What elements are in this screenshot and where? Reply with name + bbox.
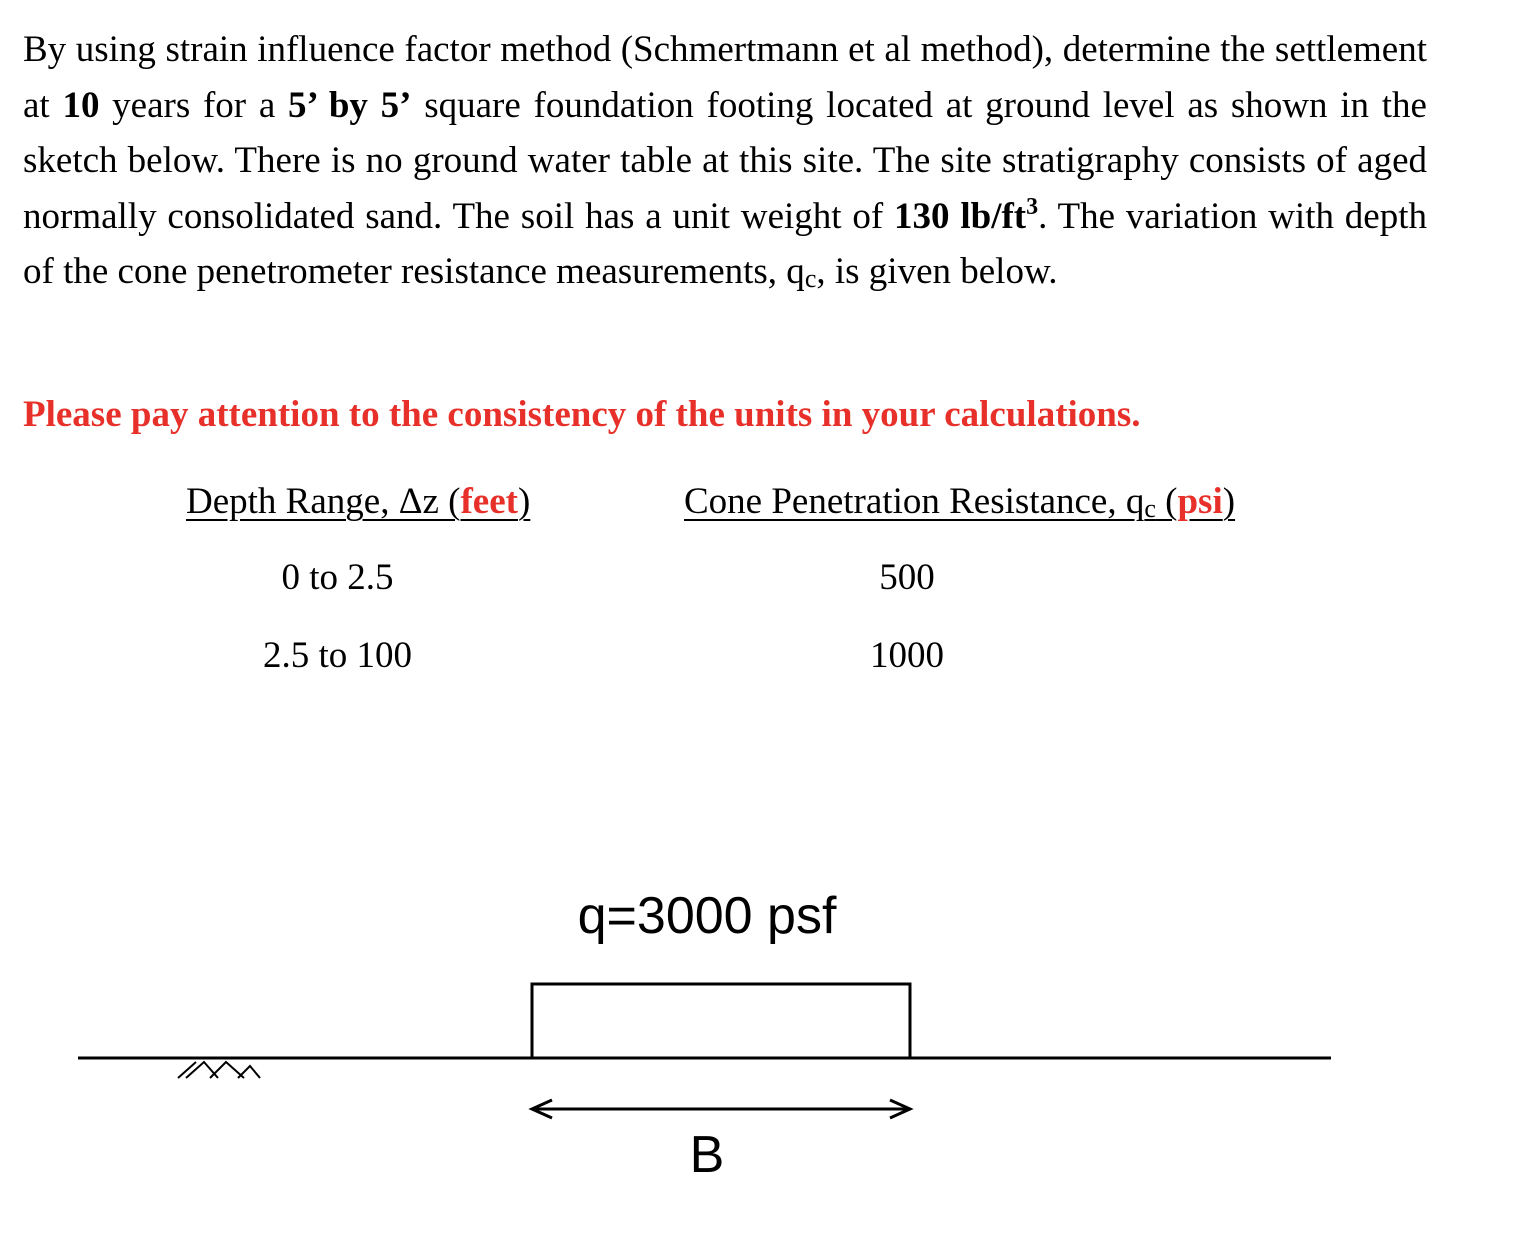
load-label: q=3000 psf — [577, 887, 837, 945]
depth-unit: feet — [460, 481, 518, 522]
problem-text-3: square foundation footing located at ground level as shown in the sketch below. There is no ground water table at this site. The site stratigraphy consists of aged normally consolidated sand. The soil has a unit weight of — [23, 84, 1427, 237]
depth-header-text: Depth Range, Δz ( — [186, 481, 461, 522]
depth-range-header — [186, 478, 530, 526]
units-note: Please pay attention to the consistency of the units in your calculations. — [23, 394, 1141, 435]
cone-header-text: Cone Penetration Resistance, q — [684, 481, 1145, 522]
problem-text-1: By using strain influence factor method (Schmertmann et al method), determine the settlement at — [23, 29, 1427, 126]
problem-unit-weight — [894, 193, 1039, 237]
qc-subscript: c — [804, 264, 817, 293]
cone-header-open: ( — [1155, 481, 1178, 522]
unit-weight-value: 130 lb/ft — [894, 195, 1027, 237]
unit-weight-exponent: 3 — [1026, 193, 1039, 220]
problem-footing-size: 5’ by 5’ — [288, 84, 412, 126]
depth-cell-row-2: 2.5 to 100 — [262, 635, 413, 676]
width-label: B — [689, 1126, 725, 1184]
footing — [532, 984, 910, 1058]
problem-statement — [23, 22, 1427, 300]
qc-cell-row-1: 500 — [879, 557, 935, 598]
problem-text-5: , is given below. — [816, 251, 1058, 292]
cone-resistance-header — [684, 478, 1235, 526]
ground-hatch-icon — [178, 1062, 260, 1078]
problem-years: 10 — [62, 84, 100, 126]
depth-cell-row-1: 0 to 2.5 — [281, 557, 394, 598]
cone-unit: psi — [1177, 481, 1223, 522]
qc-cell-row-2: 1000 — [870, 635, 944, 676]
cone-header-close: ) — [1222, 481, 1236, 522]
footing-sketch — [0, 860, 1522, 1220]
problem-text-4: . The variation with depth of the cone penetrometer resistance measurements, q — [23, 195, 1428, 292]
cone-header-subscript: c — [1144, 494, 1156, 523]
problem-text-2: years for a — [99, 84, 289, 126]
depth-header-close: ) — [517, 481, 531, 522]
